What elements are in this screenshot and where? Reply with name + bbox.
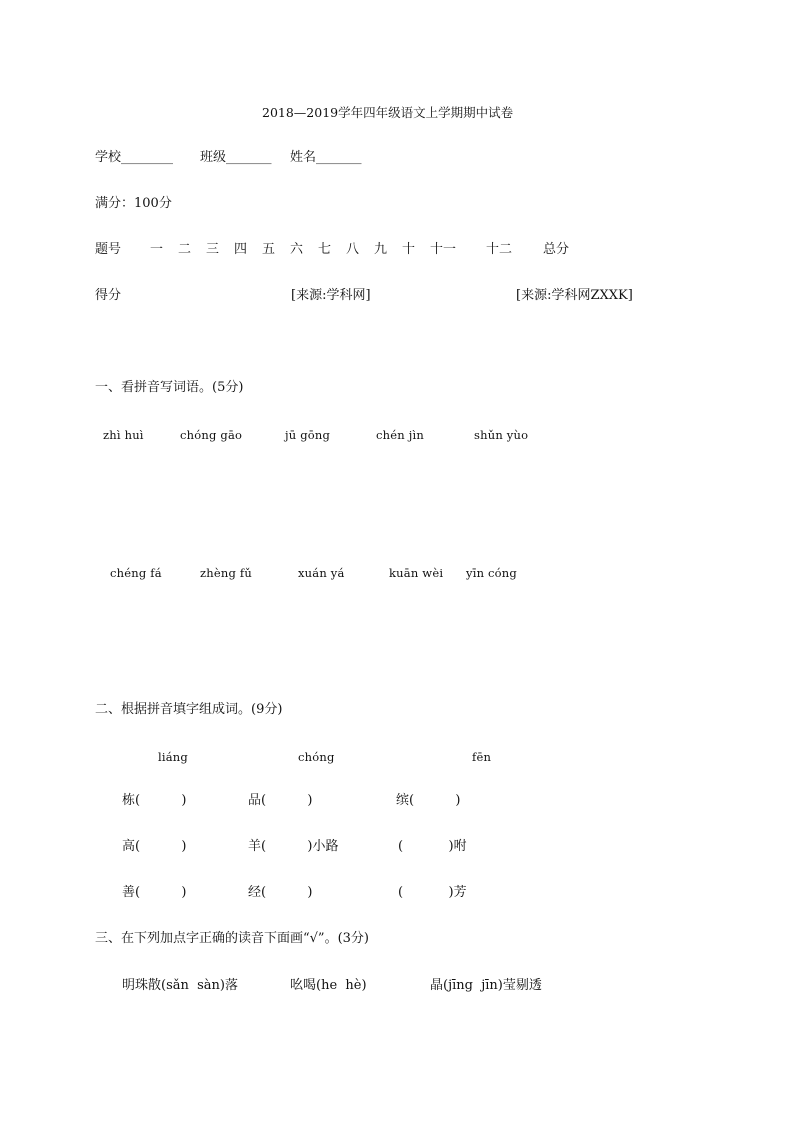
score-col-total: 总分 <box>543 242 570 257</box>
score-col: 十一 <box>430 242 457 257</box>
fill-item: 栋( ) <box>122 793 187 808</box>
section-2-heading: 二、根据拼音填字组成词。(9分) <box>95 702 283 717</box>
score-col: 七 <box>318 242 332 257</box>
fill-item: 高( ) <box>122 839 187 854</box>
pinyin-item: chóng <box>298 750 335 764</box>
fill-item: ( )芳 <box>398 885 467 900</box>
pinyin-item: yīn cóng <box>466 566 517 580</box>
school-field: 学校________ <box>95 150 174 165</box>
pinyin-item: jū gōng <box>285 428 331 442</box>
pinyin-item: zhì huì <box>103 428 144 442</box>
pinyin-item: kuān wèi <box>389 566 444 580</box>
class-field: 班级_______ <box>200 150 272 165</box>
score-row-label: 得分 <box>95 288 122 303</box>
reading-item: 吆喝(he hè) <box>290 978 367 993</box>
section-1-heading: 一、看拼音写词语。(5分) <box>95 380 244 395</box>
pinyin-item: xuán yá <box>298 566 345 580</box>
reading-item: 晶(jīng jīn)莹剔透 <box>430 978 542 993</box>
page-title: 2018—2019学年四年级语文上学期期中试卷 <box>262 105 514 120</box>
score-col: 一 <box>150 242 164 257</box>
source-note: [来源:学科网] <box>291 288 371 303</box>
reading-item: 明珠散(sǎn sàn)落 <box>122 978 238 993</box>
fill-item: 善( ) <box>122 885 187 900</box>
score-col: 九 <box>374 242 388 257</box>
score-col: 四 <box>234 242 248 257</box>
fill-item: 缤( ) <box>396 793 461 808</box>
score-col: 十 <box>402 242 416 257</box>
score-col: 六 <box>290 242 304 257</box>
pinyin-item: fēn <box>472 750 492 764</box>
pinyin-item: zhèng fǔ <box>200 566 252 580</box>
pinyin-item: chéng fá <box>110 566 162 580</box>
fill-item: 品( ) <box>248 793 313 808</box>
name-field: 姓名_______ <box>290 150 362 165</box>
score-col: 五 <box>262 242 276 257</box>
section-3-heading: 三、在下列加点字正确的读音下面画“√”。(3分) <box>95 931 369 946</box>
fill-item: 羊( )小路 <box>248 839 339 854</box>
score-col: 二 <box>178 242 192 257</box>
score-col: 十二 <box>486 242 513 257</box>
pinyin-item: liáng <box>158 750 188 764</box>
score-col: 八 <box>346 242 360 257</box>
source-note: [来源:学科网ZXXK] <box>516 288 633 303</box>
fill-item: 经( ) <box>248 885 313 900</box>
fill-item: ( )咐 <box>398 839 467 854</box>
pinyin-item: shǔn yùo <box>474 428 529 442</box>
score-header-label: 题号 <box>95 242 122 257</box>
pinyin-item: chén jìn <box>376 428 424 442</box>
full-score: 满分：100分 <box>95 196 172 211</box>
score-col: 三 <box>206 242 220 257</box>
pinyin-item: chóng gāo <box>180 428 243 442</box>
